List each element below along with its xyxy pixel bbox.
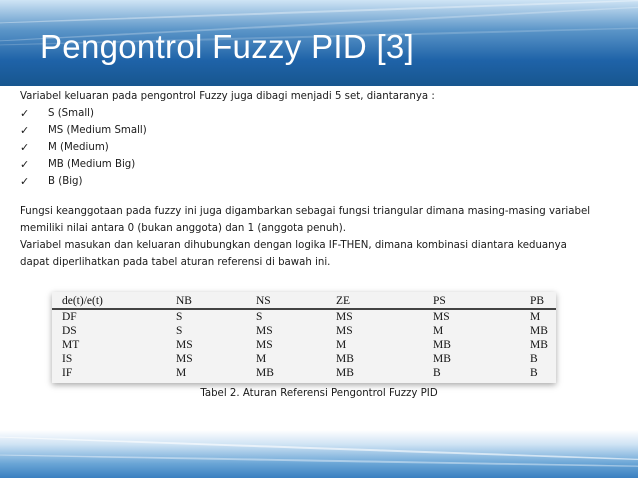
table-cell: MS (256, 325, 273, 337)
list-item (20, 105, 620, 122)
table-cell: S (256, 311, 263, 323)
table-cell: M (176, 367, 187, 379)
list-item-label: MB (Medium Big) (48, 159, 136, 170)
table-cell: MB (433, 353, 451, 365)
table-cell: MB (530, 339, 548, 351)
paragraph-line: dapat diperlihatkan pada tabel aturan referensi di bawah ini. (20, 257, 331, 268)
footer-wave (0, 430, 638, 478)
checkmark-icon: ✓ (20, 124, 30, 137)
list-item (20, 156, 620, 173)
table-cell: DF (62, 311, 77, 323)
table-header-row (52, 294, 556, 309)
table-header-cell: PS (423, 294, 520, 309)
checkmark-icon: ✓ (20, 158, 30, 171)
table-cell: S (176, 325, 183, 337)
slide-body (20, 88, 620, 271)
list-item-label: S (Small) (48, 108, 94, 119)
membership-paragraph (20, 203, 620, 237)
set-list (20, 105, 620, 190)
table-cell: M (433, 325, 444, 337)
table-cell: MS (336, 325, 353, 337)
table-header-cell: NS (246, 294, 326, 309)
table-header-cell: PB (520, 294, 556, 309)
table-cell: MS (256, 339, 273, 351)
title-banner (0, 0, 638, 86)
list-item-label: MS (Medium Small) (48, 125, 147, 136)
table-cell: B (433, 367, 441, 379)
table-header-cell: de(t)/e(t) (52, 294, 166, 309)
checkmark-icon: ✓ (20, 141, 30, 154)
table-cell: MS (176, 339, 193, 351)
table-cell: M (336, 339, 347, 351)
table-caption: Tabel 2. Aturan Referensi Pengontrol Fuzzy PID (200, 388, 438, 399)
table-cell: S (176, 311, 183, 323)
rule-table (52, 294, 556, 380)
table-header-cell: ZE (326, 294, 423, 309)
table-row (52, 324, 556, 338)
paragraph-line: Fungsi keanggotaan pada fuzzy ini juga digambarkan sebagai fungsi triangular dimana masing-masing variabel (20, 206, 591, 217)
table-cell: IS (62, 353, 73, 365)
table-cell: MS (336, 311, 353, 323)
table-cell: IF (62, 367, 73, 379)
paragraph-line: memiliki nilai antara 0 (bukan anggota) dan 1 (anggota penuh). (20, 223, 346, 234)
table-cell: MS (433, 311, 450, 323)
table-cell: DS (62, 325, 77, 337)
list-item-label: B (Big) (48, 176, 83, 187)
table-row (52, 309, 556, 324)
logic-paragraph (20, 237, 620, 271)
table-row (52, 338, 556, 352)
table-cell: MB (433, 339, 451, 351)
intro-text: Variabel keluaran pada pengontrol Fuzzy juga dibagi menjadi 5 set, diantaranya : (20, 91, 435, 102)
paragraph-line: Variabel masukan dan keluaran dihubungkan dengan logika IF-THEN, dimana kombinasi diantara keduanya (20, 240, 567, 251)
list-item (20, 139, 620, 156)
table-cell: B (530, 353, 538, 365)
spacer (20, 190, 620, 203)
table-cell: MB (336, 367, 354, 379)
list-item (20, 173, 620, 190)
table-cell: MT (62, 339, 80, 351)
table-cell: M (256, 353, 267, 365)
table-cell: MS (176, 353, 193, 365)
checkmark-icon: ✓ (20, 175, 30, 188)
rule-table-container (52, 292, 556, 383)
checkmark-icon: ✓ (20, 107, 30, 120)
table-cell: M (530, 311, 541, 323)
list-item (20, 122, 620, 139)
table-cell: MB (530, 325, 548, 337)
table-cell: B (530, 367, 538, 379)
list-item-label: M (Medium) (48, 142, 109, 153)
table-cell: MB (256, 367, 274, 379)
table-header-cell: NB (166, 294, 246, 309)
table-row (52, 352, 556, 366)
slide-title: Pengontrol Fuzzy PID [3] (40, 28, 415, 65)
table-row (52, 366, 556, 380)
table-cell: MB (336, 353, 354, 365)
